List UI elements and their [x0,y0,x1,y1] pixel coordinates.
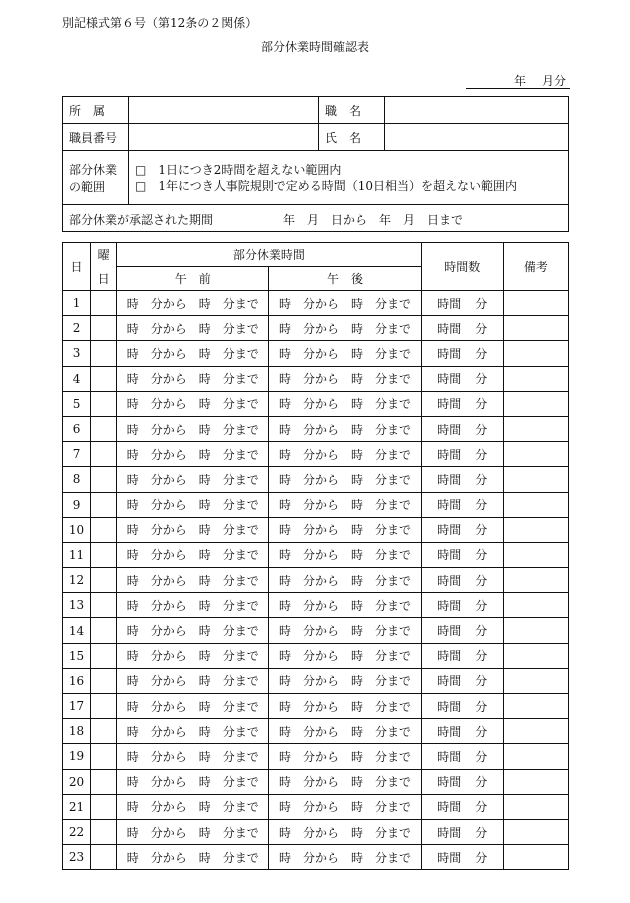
affiliation-label: 所 属 [63,97,129,124]
weekday-cell[interactable] [91,618,117,643]
info-table [62,96,569,205]
am-time-cell[interactable]: 時 分から 時 分まで [117,341,269,366]
remarks-cell[interactable] [503,492,568,517]
table-row [63,668,569,693]
col-hours-header: 時間数 [421,243,503,291]
table-row [63,719,569,744]
table-row [63,492,569,517]
table-row [63,694,569,719]
weekday-cell[interactable] [91,845,117,870]
hours-cell[interactable]: 時間 分 [421,643,503,668]
hours-cell[interactable]: 時間 分 [421,391,503,416]
hours-cell[interactable]: 時間 分 [421,719,503,744]
weekday-cell[interactable] [91,416,117,441]
form-number: 別記様式第６号（第12条の２関係） [62,16,258,30]
weekday-cell[interactable] [91,442,117,467]
remarks-cell[interactable] [503,618,568,643]
pm-time-cell[interactable]: 時 分から 時 分まで [269,643,421,668]
hours-cell[interactable]: 時間 分 [421,442,503,467]
hours-cell[interactable]: 時間 分 [421,794,503,819]
period-label: 部分休業が承認された期間 [69,213,214,227]
am-time-cell[interactable]: 時 分から 時 分まで [117,744,269,769]
remarks-cell[interactable] [503,643,568,668]
day-number: 16 [63,668,91,693]
pm-time-cell[interactable]: 時 分から 時 分まで [269,517,421,542]
day-number: 17 [63,694,91,719]
weekday-cell[interactable] [91,769,117,794]
table-row [63,467,569,492]
hours-cell[interactable]: 時間 分 [421,769,503,794]
am-time-cell[interactable]: 時 分から 時 分まで [117,517,269,542]
scope-options [129,151,569,205]
table-row [63,442,569,467]
weekday-cell[interactable] [91,794,117,819]
hours-cell[interactable]: 時間 分 [421,467,503,492]
hours-cell[interactable]: 時間 分 [421,316,503,341]
pm-time-cell[interactable]: 時 分から 時 分まで [269,316,421,341]
table-row [63,819,569,844]
pm-time-cell[interactable]: 時 分から 時 分まで [269,467,421,492]
am-time-cell[interactable]: 時 分から 時 分まで [117,442,269,467]
weekday-cell[interactable] [91,366,117,391]
am-time-cell[interactable]: 時 分から 時 分まで [117,668,269,693]
remarks-cell[interactable] [503,819,568,844]
table-row [63,845,569,870]
remarks-cell[interactable] [503,391,568,416]
name-field[interactable] [385,124,569,151]
approved-period-row [62,204,569,232]
day-number: 7 [63,442,91,467]
am-time-cell[interactable]: 時 分から 時 分まで [117,316,269,341]
staff-id-field[interactable] [129,124,319,151]
table-row [63,517,569,542]
pm-time-cell[interactable]: 時 分から 時 分まで [269,794,421,819]
pm-time-cell[interactable]: 時 分から 時 分まで [269,719,421,744]
weekday-cell[interactable] [91,542,117,567]
col-day-header: 日 [63,243,91,291]
pm-time-cell[interactable]: 時 分から 時 分まで [269,492,421,517]
weekday-cell[interactable] [91,517,117,542]
pm-time-cell[interactable]: 時 分から 時 分まで [269,819,421,844]
remarks-cell[interactable] [503,719,568,744]
day-number: 3 [63,341,91,366]
hours-cell[interactable]: 時間 分 [421,845,503,870]
am-time-cell[interactable]: 時 分から 時 分まで [117,694,269,719]
table-row [63,542,569,567]
remarks-cell[interactable] [503,744,568,769]
remarks-cell[interactable] [503,794,568,819]
table-row [63,593,569,618]
weekday-cell[interactable] [91,668,117,693]
day-number: 15 [63,643,91,668]
pm-time-cell[interactable]: 時 分から 時 分まで [269,416,421,441]
hours-cell[interactable]: 時間 分 [421,366,503,391]
day-number: 5 [63,391,91,416]
remarks-cell[interactable] [503,366,568,391]
hours-cell[interactable]: 時間 分 [421,568,503,593]
weekday-cell[interactable] [91,341,117,366]
day-number: 13 [63,593,91,618]
day-number: 6 [63,416,91,441]
remarks-cell[interactable] [503,845,568,870]
day-number: 8 [63,467,91,492]
am-time-cell[interactable]: 時 分から 時 分まで [117,794,269,819]
year-label: 年 [514,74,527,88]
table-row [63,744,569,769]
weekday-cell[interactable] [91,291,117,316]
table-row [63,769,569,794]
weekday-cell[interactable] [91,819,117,844]
table-row [63,316,569,341]
hours-cell[interactable]: 時間 分 [421,416,503,441]
weekday-cell[interactable] [91,744,117,769]
day-number: 9 [63,492,91,517]
hours-cell[interactable]: 時間 分 [421,542,503,567]
remarks-cell[interactable] [503,291,568,316]
remarks-cell[interactable] [503,542,568,567]
position-field[interactable] [385,97,569,124]
pm-time-cell[interactable]: 時 分から 時 分まで [269,845,421,870]
table-row [63,416,569,441]
col-pm-header: 午 後 [269,267,421,291]
weekday-cell[interactable] [91,719,117,744]
pm-time-cell[interactable]: 時 分から 時 分まで [269,769,421,794]
time-table [62,242,569,870]
pm-time-cell[interactable]: 時 分から 時 分まで [269,668,421,693]
name-label: 氏 名 [319,124,385,151]
pm-time-cell[interactable]: 時 分から 時 分まで [269,341,421,366]
day-number: 11 [63,542,91,567]
day-number: 10 [63,517,91,542]
am-time-cell[interactable]: 時 分から 時 分まで [117,618,269,643]
scope-label: 部分休業 の範囲 [63,151,129,205]
affiliation-field[interactable] [129,97,319,124]
day-number: 19 [63,744,91,769]
table-row [63,618,569,643]
weekday-cell[interactable] [91,391,117,416]
pm-time-cell[interactable]: 時 分から 時 分まで [269,542,421,567]
table-row [63,794,569,819]
day-number: 23 [63,845,91,870]
remarks-cell[interactable] [503,593,568,618]
am-time-cell[interactable]: 時 分から 時 分まで [117,416,269,441]
day-number: 12 [63,568,91,593]
hours-cell[interactable]: 時間 分 [421,492,503,517]
weekday-cell[interactable] [91,492,117,517]
am-time-cell[interactable]: 時 分から 時 分まで [117,769,269,794]
hours-cell[interactable]: 時間 分 [421,668,503,693]
remarks-cell[interactable] [503,694,568,719]
remarks-cell[interactable] [503,769,568,794]
hours-cell[interactable]: 時間 分 [421,744,503,769]
am-time-cell[interactable]: 時 分から 時 分まで [117,291,269,316]
am-time-cell[interactable]: 時 分から 時 分まで [117,366,269,391]
pm-time-cell[interactable]: 時 分から 時 分まで [269,568,421,593]
remarks-cell[interactable] [503,442,568,467]
col-remarks-header: 備考 [503,243,568,291]
position-label: 職 名 [319,97,385,124]
table-row [63,341,569,366]
day-number: 1 [63,291,91,316]
pm-time-cell[interactable]: 時 分から 時 分まで [269,442,421,467]
am-time-cell[interactable]: 時 分から 時 分まで [117,643,269,668]
col-partial-header: 部分休業時間 [117,243,422,267]
remarks-cell[interactable] [503,517,568,542]
pm-time-cell[interactable]: 時 分から 時 分まで [269,694,421,719]
day-number: 22 [63,819,91,844]
table-row [63,568,569,593]
weekday-cell[interactable] [91,593,117,618]
hours-cell[interactable]: 時間 分 [421,819,503,844]
hours-cell[interactable]: 時間 分 [421,593,503,618]
scope-option-daily[interactable]: □ 1日につき2時間を超えない範囲内 [135,162,342,177]
weekday-cell[interactable] [91,643,117,668]
table-row [63,643,569,668]
remarks-cell[interactable] [503,341,568,366]
am-time-cell[interactable]: 時 分から 時 分まで [117,492,269,517]
hours-cell[interactable]: 時間 分 [421,291,503,316]
hours-cell[interactable]: 時間 分 [421,517,503,542]
scope-option-yearly[interactable]: □ 1年につき人事院規則で定める時間（10日相当）を超えない範囲内 [135,178,518,193]
weekday-cell[interactable] [91,467,117,492]
weekday-cell[interactable] [91,694,117,719]
remarks-cell[interactable] [503,416,568,441]
day-number: 18 [63,719,91,744]
day-number: 2 [63,316,91,341]
day-number: 14 [63,618,91,643]
am-time-cell[interactable]: 時 分から 時 分まで [117,593,269,618]
remarks-cell[interactable] [503,316,568,341]
table-row [63,366,569,391]
page-title: 部分休業時間確認表 [260,40,369,54]
year-month-field[interactable] [466,72,570,89]
day-number: 4 [63,366,91,391]
pm-time-cell[interactable]: 時 分から 時 分まで [269,593,421,618]
weekday-cell[interactable] [91,316,117,341]
am-time-cell[interactable]: 時 分から 時 分まで [117,568,269,593]
pm-time-cell[interactable]: 時 分から 時 分まで [269,291,421,316]
am-time-cell[interactable]: 時 分から 時 分まで [117,845,269,870]
am-time-cell[interactable]: 時 分から 時 分まで [117,467,269,492]
pm-time-cell[interactable]: 時 分から 時 分まで [269,366,421,391]
day-number: 21 [63,794,91,819]
day-number: 20 [63,769,91,794]
pm-time-cell[interactable]: 時 分から 時 分まで [269,744,421,769]
col-am-header: 午 前 [117,267,269,291]
am-time-cell[interactable]: 時 分から 時 分まで [117,719,269,744]
remarks-cell[interactable] [503,668,568,693]
am-time-cell[interactable]: 時 分から 時 分まで [117,391,269,416]
period-value[interactable]: 年 月 日から 年 月 日まで [283,213,464,227]
remarks-cell[interactable] [503,467,568,492]
am-time-cell[interactable]: 時 分から 時 分まで [117,819,269,844]
hours-cell[interactable]: 時間 分 [421,341,503,366]
pm-time-cell[interactable]: 時 分から 時 分まで [269,391,421,416]
hours-cell[interactable]: 時間 分 [421,618,503,643]
weekday-cell[interactable] [91,568,117,593]
remarks-cell[interactable] [503,568,568,593]
month-label: 月分 [542,74,567,88]
pm-time-cell[interactable]: 時 分から 時 分まで [269,618,421,643]
table-row [63,291,569,316]
am-time-cell[interactable]: 時 分から 時 分まで [117,542,269,567]
table-row [63,391,569,416]
col-dow-header-top: 曜 [91,243,117,267]
col-dow-header-bottom: 日 [91,267,117,291]
hours-cell[interactable]: 時間 分 [421,694,503,719]
staff-id-label: 職員番号 [63,124,129,151]
